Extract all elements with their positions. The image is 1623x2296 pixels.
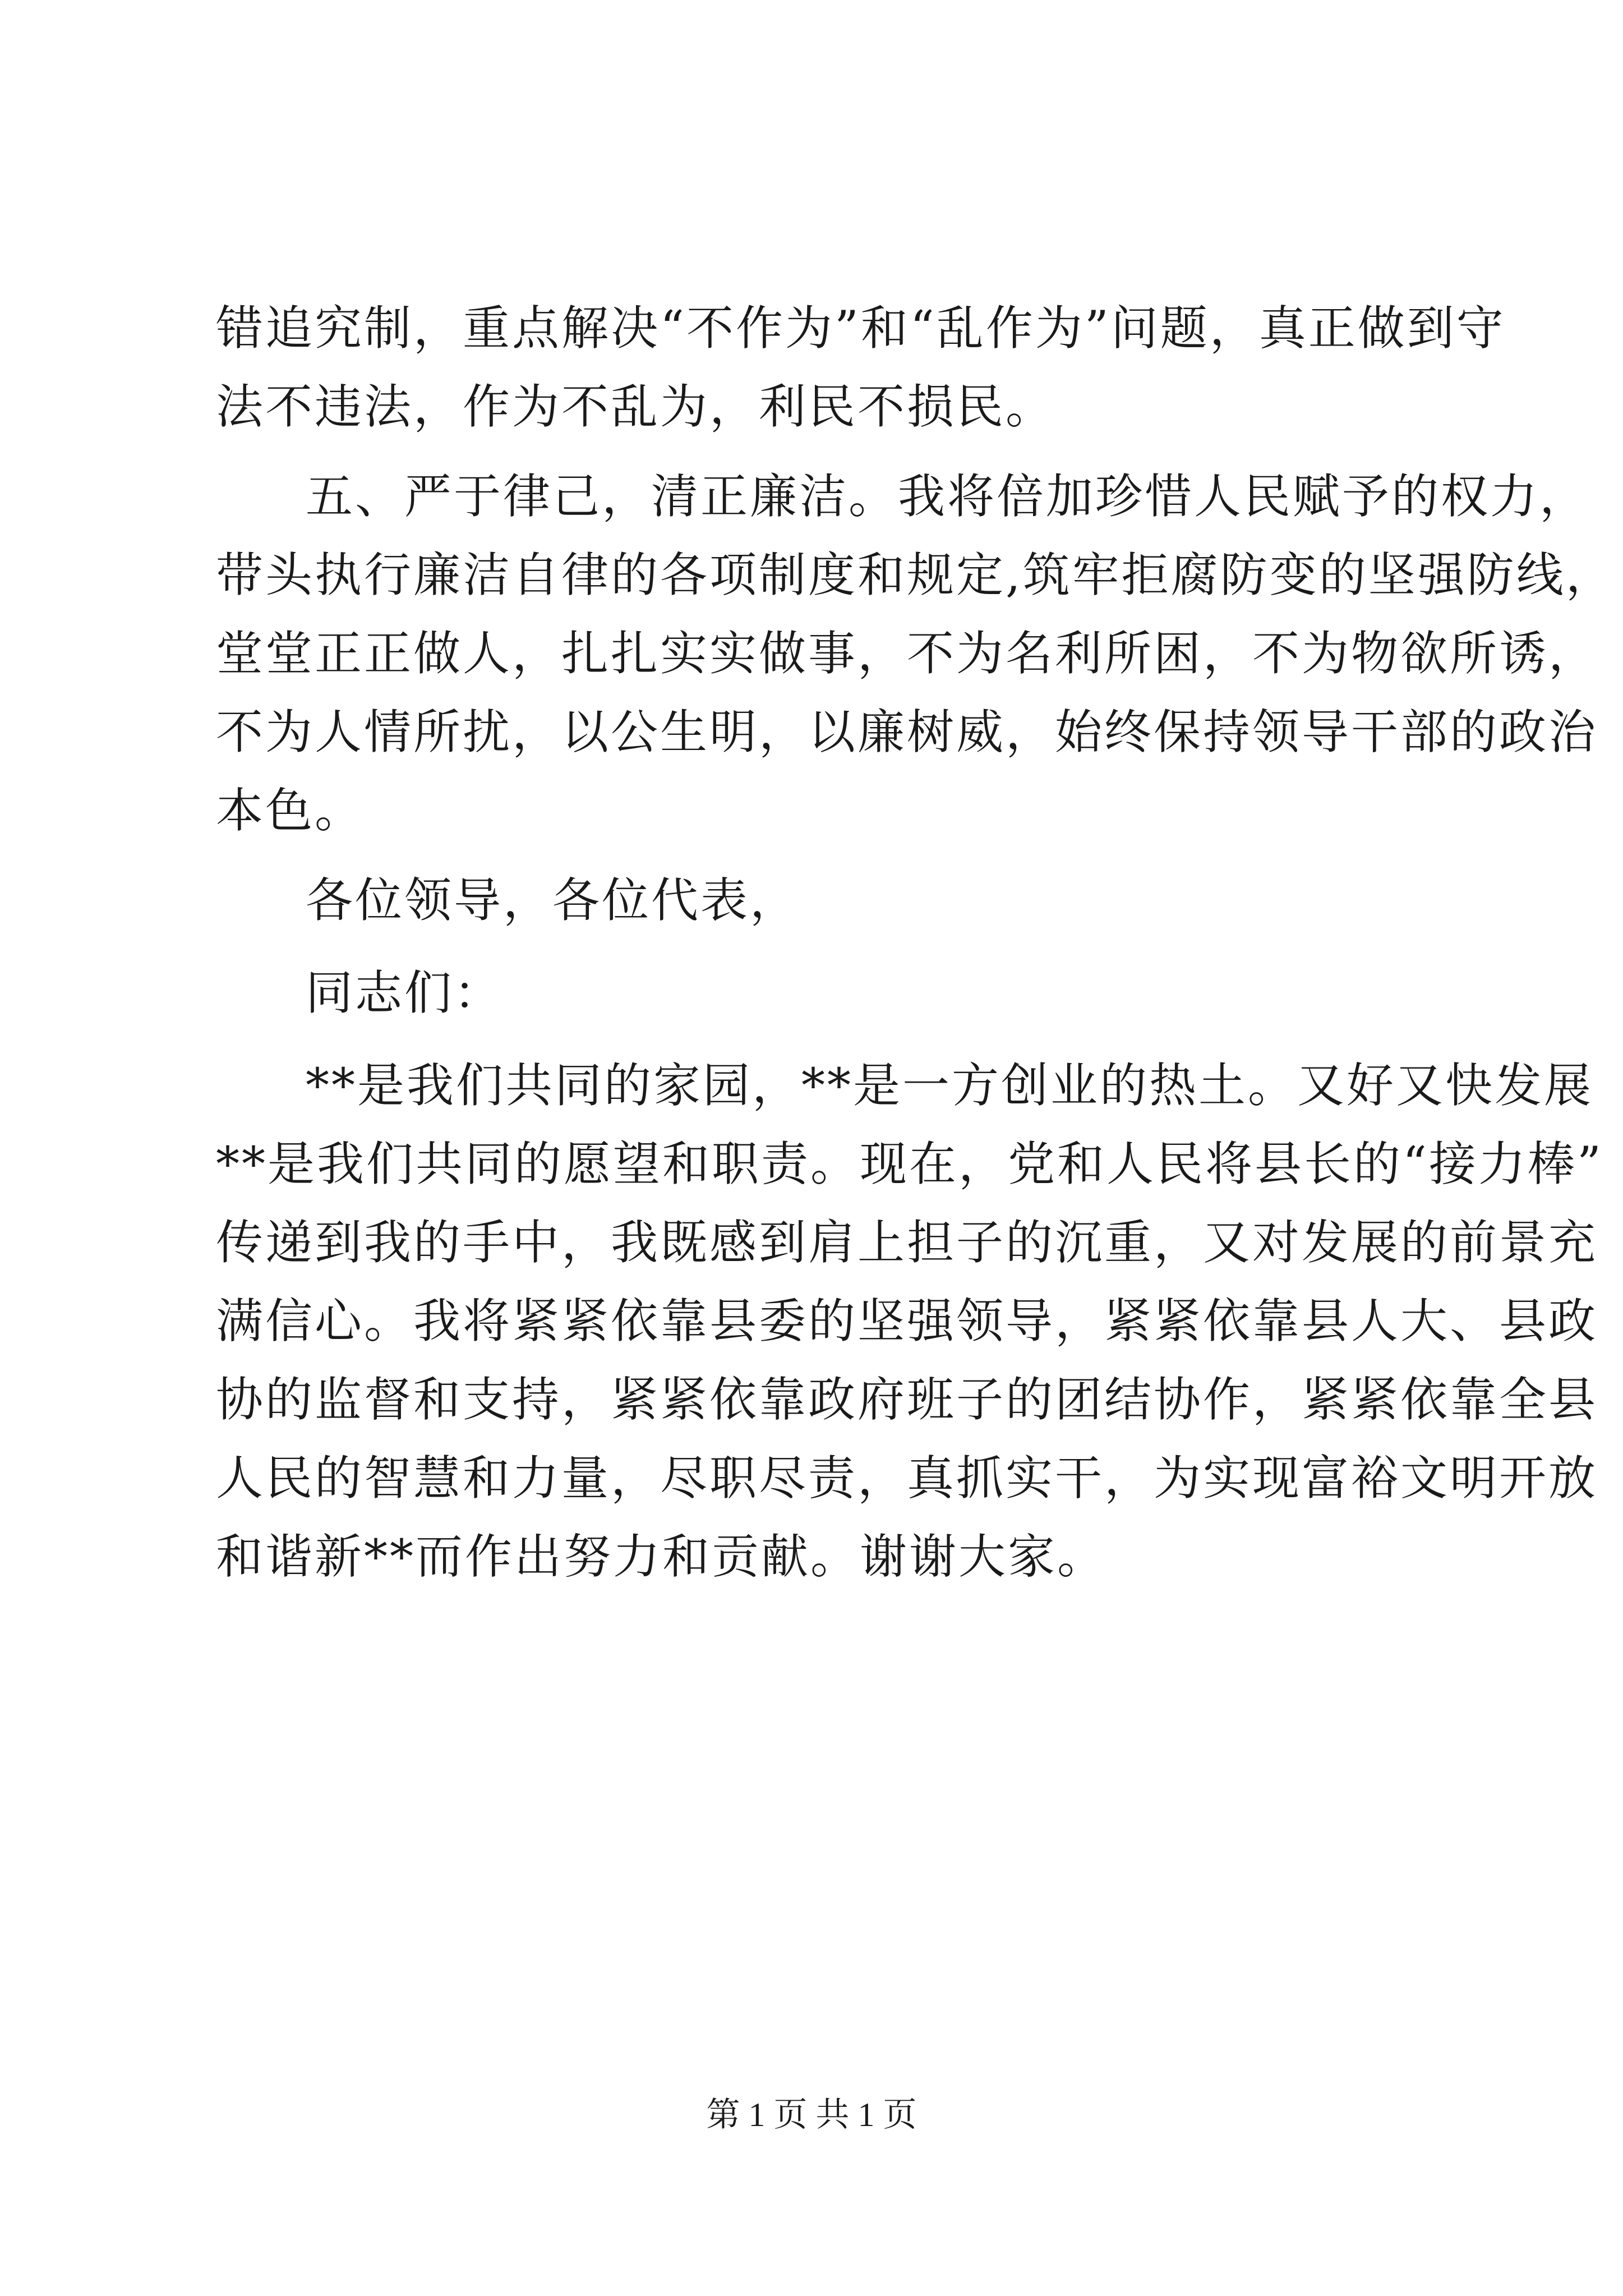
text-line-4: 带头执行廉洁自律的各项制度和规定,筑牢拒腐防变的坚强防线， — [216, 547, 1615, 602]
text-line-3: 五、严于律己，清正廉洁。我将倍加珍惜人民赋予的权力， — [306, 469, 1589, 524]
text-line-9: 同志们： — [306, 965, 504, 1020]
text-line-8: 各位领导，各位代表， — [306, 873, 800, 928]
text-line-13: 满信心。我将紧紧依靠县委的坚强领导，紧紧依靠县人大、县政 — [216, 1294, 1598, 1349]
text-line-7: 本色。 — [216, 783, 365, 838]
text-line-14: 协的监督和支持，紧紧依靠政府班子的团结协作，紧紧依靠全县 — [216, 1372, 1598, 1427]
text-line-11: **是我们共同的愿望和职责。现在，党和人民将县长的“接力棒” — [216, 1137, 1603, 1191]
text-line-2: 法不违法，作为不乱为，利民不损民。 — [216, 379, 1055, 434]
page-footer: 第 1 页 共 1 页 — [706, 2096, 917, 2133]
text-line-1: 错追究制，重点解决“不作为”和“乱作为”问题，真正做到守 — [216, 301, 1506, 356]
text-line-16: 和谐新**而作出努力和贡献。谢谢大家。 — [216, 1529, 1107, 1584]
text-line-6: 不为人情所扰，以公生明，以廉树威，始终保持领导干部的政治 — [216, 705, 1598, 760]
text-line-15: 人民的智慧和力量，尽职尽责，真抓实干，为实现富裕文明开放 — [216, 1451, 1598, 1506]
text-line-10: **是我们共同的家园，**是一方创业的热土。又好又快发展 — [306, 1058, 1594, 1113]
text-line-5: 堂堂正正做人，扎扎实实做事，不为名利所困，不为物欲所诱， — [216, 626, 1598, 681]
text-line-12: 传递到我的手中，我既感到肩上担子的沉重，又对发展的前景充 — [216, 1215, 1598, 1270]
